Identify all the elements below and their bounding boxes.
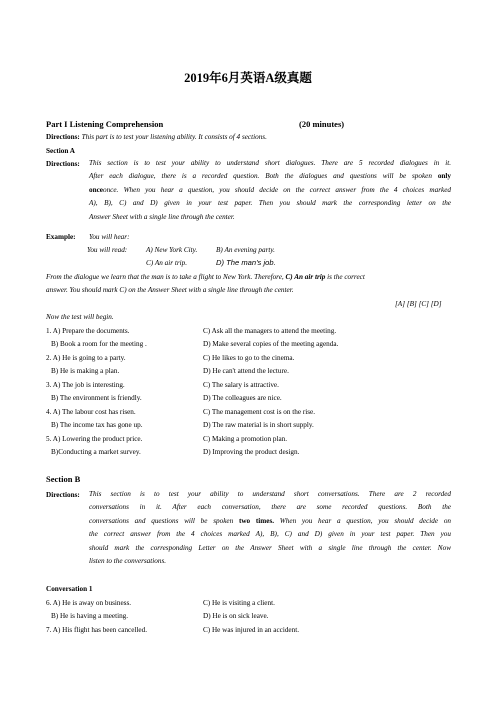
q5-option-c: C) Making a promotion plan.: [203, 435, 288, 443]
dir-line: A), B), C) and D) given in your test paper. Then you should mark the corresponding letter on the: [89, 199, 451, 208]
q2-option-a: 2. A) He is going to a party.: [46, 354, 126, 362]
only-bold: only: [437, 172, 451, 181]
section-a-directions: [89, 157, 451, 224]
answer-marks: [A] [B] [C] [D]: [395, 300, 442, 308]
q1-option-c: C) Ask all the managers to attend the meeting.: [203, 327, 337, 335]
dir-line: the correct answer from the 4 choices marked A), B), C) and D) given in your test paper. Then you: [89, 530, 451, 539]
dir-line: should mark the corresponding Letter on the Answer Sheet with a single line through the center. Now: [89, 543, 451, 552]
q1-option-d: D) Make several copies of the meeting agenda.: [203, 340, 339, 348]
example-label: Example:: [46, 233, 76, 241]
dir-line: conversations in it. After each conversation, there are some recorded questions. Both the: [89, 503, 451, 512]
q4-option-c: C) The management cost is on the rise.: [203, 408, 316, 416]
two-times-bold: two times.: [238, 516, 275, 525]
example-option-b: B) An evening party.: [216, 246, 275, 254]
section-a-directions-label: Directions:: [46, 160, 80, 168]
part1-directions: [46, 133, 267, 141]
dir-line-text: once. When you hear a question, you should decide on the correct answer from the 4 choices marked: [102, 185, 451, 194]
q3-option-b: B) The environment is friendly.: [51, 394, 142, 402]
conversation-1-heading: Conversation 1: [46, 585, 93, 593]
q4-option-b: B) The income tax has gone up.: [51, 421, 143, 429]
q3-option-c: C) The salary is attractive.: [203, 381, 279, 389]
part1-time: (20 minutes): [299, 119, 345, 129]
once-bold: once: [89, 185, 103, 194]
q7-option-c: C) He was injured in an accident.: [203, 626, 299, 634]
q6-option-b: B) He is having a meeting.: [51, 612, 129, 620]
section-b-directions-label: Directions:: [46, 491, 80, 499]
example-option-c: C) An air trip.: [146, 259, 188, 267]
q6-option-d: D) He is on sick leave.: [203, 612, 269, 620]
dir-line: listen to the conversations.: [89, 557, 167, 566]
q1-option-b: B) Book a room for the meeting .: [51, 340, 147, 348]
test-begin: Now the test will begin.: [46, 313, 114, 321]
section-b-directions: [89, 488, 451, 568]
you-will-hear: You will hear:: [89, 233, 130, 241]
you-will-read: You will read:: [87, 246, 128, 254]
directions-text: This part is to test your listening ability. It consists of 4 sections.: [81, 133, 267, 141]
dir-line: After each dialogue, there is a recorded question. Both the dialogues and questions will be spoken only: [89, 172, 451, 181]
q4-option-a: 4. A) The labour cost has risen.: [46, 408, 136, 416]
correct-answer-bold: C) An air trip: [285, 273, 326, 281]
dir-line: This section is to test your ability to understand short conversations. There are 2 recorded: [89, 490, 451, 498]
example-explanation-2: answer. You should mark C) on the Answer Sheet with a single line through the center.: [46, 286, 294, 294]
q5-option-a: 5. A) Lowering the product price.: [46, 435, 143, 443]
dir-line: [89, 184, 451, 197]
section-a-heading: Section A: [46, 147, 75, 155]
q2-option-d: D) He can't attend the lecture.: [203, 367, 289, 375]
dir-line: This section is to test your ability to understand short dialogues. There are 5 recorded dialogues in it.: [89, 159, 451, 167]
q4-option-d: D) The raw material is in short supply.: [203, 421, 314, 429]
q3-option-d: D) The colleagues are nice.: [203, 394, 282, 402]
q6-option-c: C) He is visiting a client.: [203, 599, 275, 607]
q2-option-b: B) He is making a plan.: [51, 367, 120, 375]
q5-option-b: B)Conducting a market survey.: [51, 448, 141, 456]
example-option-a: A) New York City.: [146, 246, 198, 254]
q7-option-a: 7. A) His flight has been cancelled.: [46, 626, 147, 634]
section-b-heading: Section B: [46, 474, 81, 484]
q5-option-d: D) Improving the product design.: [203, 448, 300, 456]
page-title: 2019年6月英语A级真题: [184, 71, 312, 85]
dir-line: conversations and questions will be spoken two times. When you hear a question, you should decide on: [89, 516, 452, 525]
example-explanation-1: From the dialogue we learn that the man is to take a flight to New York. Therefore, C) An air trip is the correct: [46, 273, 365, 281]
example-option-d: D) The man's job.: [216, 258, 276, 267]
q1-option-a: 1. A) Prepare the documents.: [46, 327, 130, 335]
directions-label: Directions:: [46, 133, 80, 141]
dir-line: Answer Sheet with a single line through the center.: [89, 212, 235, 221]
part1-heading: Part I Listening Comprehension: [46, 119, 164, 129]
q6-option-a: 6. A) He is away on business.: [46, 599, 132, 607]
q2-option-c: C) He likes to go to the cinema.: [203, 354, 295, 362]
q3-option-a: 3. A) The job is interesting.: [46, 381, 125, 389]
